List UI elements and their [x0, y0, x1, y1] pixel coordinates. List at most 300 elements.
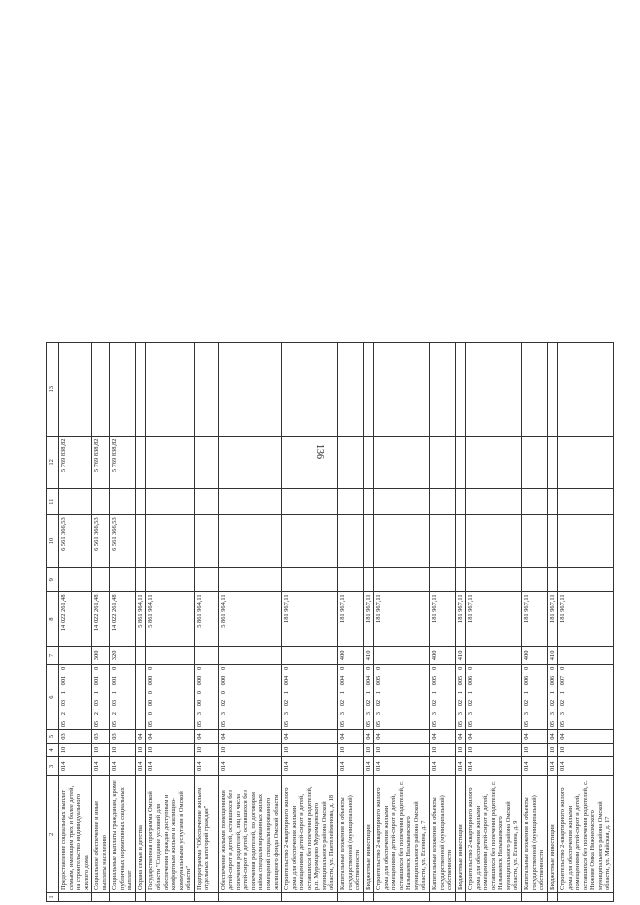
- code-part: 05: [375, 720, 383, 728]
- code-part: 0: [548, 666, 556, 671]
- cell-number: [218, 892, 281, 901]
- column-header: 12: [47, 436, 59, 489]
- cell-col11: [363, 489, 374, 515]
- cell-amount-2021: [135, 436, 146, 489]
- cell-number: [92, 892, 110, 901]
- target-article-code: [466, 664, 522, 729]
- code-part: 0: [111, 666, 119, 671]
- cell-amount-2020: [135, 515, 146, 568]
- code-part: 0: [195, 666, 203, 671]
- code-part: 05: [195, 720, 203, 728]
- cell-col11: [374, 489, 430, 515]
- cell-col9: [282, 568, 338, 592]
- table-row: [429, 343, 455, 902]
- cell-amount-2020: [146, 515, 194, 568]
- code-part: 02: [456, 699, 464, 707]
- code-part: 1: [93, 691, 101, 695]
- cell-amount-2019: 181 967,11: [429, 592, 455, 647]
- column-header: 6: [47, 664, 59, 729]
- cell-col9: [110, 568, 136, 592]
- cell-amount-2020: 6 561 366,53: [110, 515, 136, 568]
- code-part: 1: [559, 691, 567, 695]
- code-part: 05: [147, 720, 155, 728]
- cell-number: [455, 892, 466, 901]
- cell-section: 10: [558, 743, 614, 756]
- code-part: 05: [219, 720, 227, 728]
- cell-col13: [558, 343, 614, 437]
- code-part: 3: [559, 711, 567, 716]
- cell-col13: [218, 343, 281, 437]
- cell-amount-2019: 181 967,11: [363, 592, 374, 647]
- cell-name: Бюджетные инвестиции: [455, 776, 466, 892]
- cell-expense-type: 410: [363, 646, 374, 664]
- cell-ministry: 014: [363, 757, 374, 776]
- cell-amount-2021: [558, 436, 614, 489]
- cell-amount-2021: [521, 436, 547, 489]
- code-part: 0: [338, 666, 346, 671]
- cell-col9: [429, 568, 455, 592]
- header-row: [47, 343, 59, 902]
- cell-amount-2020: [282, 515, 338, 568]
- code-part: 005: [375, 675, 383, 686]
- cell-number: [547, 892, 558, 901]
- code-part: 0: [456, 666, 464, 671]
- cell-amount-2020: [337, 515, 363, 568]
- cell-col13: [337, 343, 363, 437]
- cell-ministry: 014: [429, 757, 455, 776]
- code-part: 2: [111, 711, 119, 716]
- cell-section: 10: [92, 743, 110, 756]
- cell-amount-2021: 5 769 838,82: [110, 436, 136, 489]
- code-part: 1: [522, 691, 530, 695]
- cell-amount-2019: 181 967,11: [374, 592, 430, 647]
- cell-col13: [466, 343, 522, 437]
- table-row: [547, 343, 558, 902]
- cell-ministry: 014: [547, 757, 558, 776]
- cell-amount-2019: 5 861 964,11: [135, 592, 146, 647]
- cell-amount-2021: [282, 436, 338, 489]
- budget-table: [46, 342, 614, 902]
- cell-ministry: 014: [374, 757, 430, 776]
- cell-col13: [363, 343, 374, 437]
- cell-subsection: 04: [429, 730, 455, 743]
- cell-name: Капитальные вложения в объекты государственной (муниципальной) собственности: [429, 776, 455, 892]
- cell-subsection: 04: [194, 730, 218, 743]
- code-part: 3: [364, 711, 372, 716]
- cell-number: [110, 892, 136, 901]
- cell-amount-2021: [337, 436, 363, 489]
- code-part: 02: [219, 699, 227, 707]
- cell-col9: [455, 568, 466, 592]
- target-article-code: [59, 664, 92, 729]
- cell-col13: [429, 343, 455, 437]
- target-article-code: [429, 664, 455, 729]
- cell-subsection: 03: [59, 730, 92, 743]
- cell-amount-2020: 6 561 366,53: [92, 515, 110, 568]
- cell-ministry: 014: [282, 757, 338, 776]
- cell-number: [59, 892, 92, 901]
- code-part: 001: [60, 675, 67, 686]
- cell-col13: [282, 343, 338, 437]
- code-part: 1: [364, 691, 372, 695]
- code-part: 1: [283, 691, 291, 695]
- cell-amount-2020: [218, 515, 281, 568]
- cell-amount-2019: 181 967,11: [466, 592, 522, 647]
- code-part: 0: [283, 666, 291, 671]
- code-part: 1: [60, 691, 67, 695]
- code-part: 05: [548, 720, 556, 728]
- cell-amount-2020: [429, 515, 455, 568]
- table-row: [455, 343, 466, 902]
- cell-name: Обеспечение жилыми помещениями детей-сирот и детей, оставшихся без попечения родителей, лиц из числа детей-сирот и детей, оставшихся без попечения родителей, по договорам найма специализированных жилых помещений специализированного жилищного фонда Омской области: [218, 776, 281, 892]
- cell-amount-2019: 5 861 964,11: [218, 592, 281, 647]
- cell-subsection: 04: [282, 730, 338, 743]
- code-part: 0: [195, 691, 203, 695]
- cell-expense-type: [558, 646, 614, 664]
- cell-amount-2020: [194, 515, 218, 568]
- cell-amount-2021: [194, 436, 218, 489]
- cell-col13: [135, 343, 146, 437]
- cell-name: Строительство 2-квартирного жилого дома для обеспечения жилыми помещениями детей-сирот и детей, оставшихся без попечения родителей, г. Называевск Называевского муниципального района Омской области, ул. Есенина, д. 7: [374, 776, 430, 892]
- target-article-code: [374, 664, 430, 729]
- cell-expense-type: [146, 646, 194, 664]
- table-row: [363, 343, 374, 902]
- target-article-code: [218, 664, 281, 729]
- column-header: 5: [47, 730, 59, 743]
- cell-ministry: 014: [135, 757, 146, 776]
- cell-section: 10: [282, 743, 338, 756]
- cell-col11: [547, 489, 558, 515]
- code-part: 004: [364, 675, 372, 686]
- cell-number: [374, 892, 430, 901]
- code-part: 0: [219, 691, 227, 695]
- target-article-code: [135, 664, 146, 729]
- cell-expense-type: [282, 646, 338, 664]
- cell-amount-2021: [455, 436, 466, 489]
- code-part: 1: [548, 691, 556, 695]
- cell-ministry: 014: [218, 757, 281, 776]
- cell-ministry: 014: [59, 757, 92, 776]
- target-article-code: [363, 664, 374, 729]
- code-part: 02: [283, 699, 291, 707]
- cell-name: Подпрограмма "Обеспечение жильем отдельных категорий граждан": [194, 776, 218, 892]
- cell-subsection: 04: [547, 730, 558, 743]
- code-part: 3: [548, 711, 556, 716]
- cell-subsection: 04: [521, 730, 547, 743]
- cell-ministry: 014: [92, 757, 110, 776]
- cell-amount-2019: 181 967,11: [547, 592, 558, 647]
- column-header: 7: [47, 646, 59, 664]
- cell-name: Строительство 2-квартирного жилого дома для обеспечения жилыми помещениями детей-сирот и детей, оставшихся без попечения родителей, с. Нижняя Омка Нижнеомского муниципального района Омской области, ул. Майская, д. 17: [558, 776, 614, 892]
- code-part: 0: [219, 666, 227, 671]
- cell-amount-2020: [363, 515, 374, 568]
- cell-name: Капитальные вложения в объекты государственной (муниципальной) собственности: [521, 776, 547, 892]
- cell-col9: [146, 568, 194, 592]
- column-header: 9: [47, 568, 59, 592]
- target-article-code: [521, 664, 547, 729]
- cell-number: [363, 892, 374, 901]
- column-header: 4: [47, 743, 59, 756]
- code-part: 000: [219, 675, 227, 686]
- code-part: 3: [219, 711, 227, 716]
- cell-name: Государственная программа Омской области "Создание условий для обеспечения граждан доступным и комфортным жильем и жилищно-коммунальными услугами в Омской области": [146, 776, 194, 892]
- cell-amount-2021: [146, 436, 194, 489]
- cell-expense-type: 400: [337, 646, 363, 664]
- table-row: [218, 343, 281, 902]
- code-part: 0: [147, 711, 155, 716]
- column-header: 8: [47, 592, 59, 647]
- cell-col9: [374, 568, 430, 592]
- code-part: 0: [60, 666, 67, 671]
- code-part: 02: [548, 699, 556, 707]
- code-part: 005: [430, 675, 438, 686]
- cell-amount-2020: [547, 515, 558, 568]
- code-part: 05: [559, 720, 567, 728]
- target-article-code: [92, 664, 110, 729]
- cell-subsection: 04: [558, 730, 614, 743]
- cell-amount-2020: 6 561 366,53: [59, 515, 92, 568]
- cell-col9: [92, 568, 110, 592]
- cell-name: Предоставление социальных выплат семьям, имеющим трех и более детей, на строительство индивидуального жилого дома: [59, 776, 92, 892]
- cell-col9: [558, 568, 614, 592]
- table-row: [558, 343, 614, 902]
- cell-amount-2021: [374, 436, 430, 489]
- code-part: 05: [467, 720, 475, 728]
- cell-col9: [547, 568, 558, 592]
- cell-section: 10: [218, 743, 281, 756]
- cell-col9: [135, 568, 146, 592]
- cell-amount-2019: 181 967,11: [282, 592, 338, 647]
- cell-subsection: 04: [337, 730, 363, 743]
- cell-section: 10: [455, 743, 466, 756]
- table-row: [521, 343, 547, 902]
- cell-section: 10: [59, 743, 92, 756]
- cell-section: 10: [547, 743, 558, 756]
- code-part: 007: [559, 675, 567, 686]
- target-article-code: [194, 664, 218, 729]
- cell-col13: [59, 343, 92, 437]
- cell-ministry: 014: [194, 757, 218, 776]
- table-row: [337, 343, 363, 902]
- cell-amount-2019: 181 967,11: [521, 592, 547, 647]
- cell-col9: [337, 568, 363, 592]
- cell-col11: [92, 489, 110, 515]
- cell-number: [337, 892, 363, 901]
- cell-expense-type: 320: [110, 646, 136, 664]
- cell-expense-type: [374, 646, 430, 664]
- cell-amount-2019: 14 022 261,48: [110, 592, 136, 647]
- page-number: 136: [314, 444, 325, 459]
- cell-col11: [110, 489, 136, 515]
- cell-section: 10: [466, 743, 522, 756]
- cell-subsection: 04: [146, 730, 194, 743]
- cell-col9: [466, 568, 522, 592]
- code-part: 0: [147, 691, 155, 695]
- code-part: 05: [338, 720, 346, 728]
- code-part: 0: [430, 666, 438, 671]
- column-header: 1: [47, 892, 59, 901]
- code-part: 03: [60, 699, 67, 707]
- cell-col13: [374, 343, 430, 437]
- cell-expense-type: 400: [429, 646, 455, 664]
- code-part: 1: [111, 691, 119, 695]
- column-header: 10: [47, 515, 59, 568]
- cell-expense-type: [466, 646, 522, 664]
- cell-amount-2019: 181 967,11: [558, 592, 614, 647]
- cell-col11: [521, 489, 547, 515]
- cell-subsection: 03: [110, 730, 136, 743]
- code-part: 004: [283, 675, 291, 686]
- cell-name: Строительство 2-квартирного жилого дома для обеспечения жилыми помещениями детей-сирот и детей, оставшихся без попечения родителей, г. Называевск Называевского муниципального района Омской области, ул. Есенина, д. 9: [466, 776, 522, 892]
- code-part: 05: [430, 720, 438, 728]
- cell-subsection: 04: [135, 730, 146, 743]
- table-row: [146, 343, 194, 902]
- target-article-code: [558, 664, 614, 729]
- code-part: 0: [364, 666, 372, 671]
- cell-col9: [521, 568, 547, 592]
- cell-number: [521, 892, 547, 901]
- cell-amount-2021: [466, 436, 522, 489]
- cell-col11: [135, 489, 146, 515]
- cell-expense-type: [218, 646, 281, 664]
- cell-name: Социальные выплаты гражданам, кроме публичных нормативных социальных выплат: [110, 776, 136, 892]
- code-part: 3: [467, 711, 475, 716]
- code-part: 05: [111, 720, 119, 728]
- cell-section: 10: [521, 743, 547, 756]
- table-row: [282, 343, 338, 902]
- code-part: 000: [195, 675, 203, 686]
- cell-ministry: 014: [466, 757, 522, 776]
- code-part: 3: [522, 711, 530, 716]
- cell-col9: [59, 568, 92, 592]
- code-part: 3: [283, 711, 291, 716]
- cell-col11: [455, 489, 466, 515]
- cell-col13: [455, 343, 466, 437]
- cell-subsection: 03: [92, 730, 110, 743]
- cell-ministry: 014: [337, 757, 363, 776]
- cell-number: [146, 892, 194, 901]
- table-row: [194, 343, 218, 902]
- cell-subsection: 04: [455, 730, 466, 743]
- code-part: 006: [548, 675, 556, 686]
- cell-amount-2021: [547, 436, 558, 489]
- column-header: 11: [47, 489, 59, 515]
- cell-amount-2020: [466, 515, 522, 568]
- cell-col11: [466, 489, 522, 515]
- cell-col13: [92, 343, 110, 437]
- cell-col9: [218, 568, 281, 592]
- cell-col13: [521, 343, 547, 437]
- cell-col13: [146, 343, 194, 437]
- code-part: 3: [430, 711, 438, 716]
- cell-name: Капитальные вложения в объекты государственной (муниципальной) собственности: [337, 776, 363, 892]
- cell-expense-type: 410: [547, 646, 558, 664]
- code-part: 05: [60, 720, 67, 728]
- cell-amount-2020: [455, 515, 466, 568]
- code-part: 05: [522, 720, 530, 728]
- cell-amount-2019: 5 861 964,11: [194, 592, 218, 647]
- code-part: 1: [467, 691, 475, 695]
- cell-expense-type: 400: [521, 646, 547, 664]
- cell-subsection: 04: [466, 730, 522, 743]
- code-part: 05: [283, 720, 291, 728]
- cell-amount-2021: 5 769 838,82: [59, 436, 92, 489]
- cell-amount-2021: [363, 436, 374, 489]
- code-part: 0: [147, 666, 155, 671]
- cell-name: Социальное обеспечение и иные выплаты населению: [92, 776, 110, 892]
- cell-ministry: 014: [146, 757, 194, 776]
- code-part: 00: [195, 699, 203, 707]
- code-part: 02: [338, 699, 346, 707]
- cell-subsection: 04: [218, 730, 281, 743]
- code-part: 05: [364, 720, 372, 728]
- code-part: 006: [522, 675, 530, 686]
- cell-expense-type: [135, 646, 146, 664]
- code-part: 1: [375, 691, 383, 695]
- code-part: 2: [93, 711, 101, 716]
- cell-number: [558, 892, 614, 901]
- column-header: 2: [47, 776, 59, 892]
- code-part: 02: [375, 699, 383, 707]
- cell-number: [194, 892, 218, 901]
- cell-name: Бюджетные инвестиции: [363, 776, 374, 892]
- code-part: 03: [93, 699, 101, 707]
- cell-expense-type: 410: [455, 646, 466, 664]
- cell-name: Охрана семьи и детства: [135, 776, 146, 892]
- code-part: 005: [456, 675, 464, 686]
- cell-col11: [194, 489, 218, 515]
- table-row: [110, 343, 136, 902]
- cell-number: [466, 892, 522, 901]
- code-part: 1: [456, 691, 464, 695]
- cell-amount-2020: [521, 515, 547, 568]
- cell-expense-type: [59, 646, 92, 664]
- cell-section: 10: [429, 743, 455, 756]
- cell-section: 10: [146, 743, 194, 756]
- cell-ministry: 014: [558, 757, 614, 776]
- cell-amount-2021: [218, 436, 281, 489]
- code-part: 1: [338, 691, 346, 695]
- cell-ministry: 014: [110, 757, 136, 776]
- cell-col11: [429, 489, 455, 515]
- target-article-code: [455, 664, 466, 729]
- cell-amount-2020: [558, 515, 614, 568]
- code-part: 03: [111, 699, 119, 707]
- cell-ministry: 014: [521, 757, 547, 776]
- cell-section: 10: [374, 743, 430, 756]
- cell-section: 10: [363, 743, 374, 756]
- cell-name: Строительство 2-квартирного жилого дома для обеспечения жилыми помещениями детей-сирот и детей, оставшихся без попечения родителей, р.п. Муромцево Муромцевского муниципального района Омской области, ул. Пантелейменова, д. 18: [282, 776, 338, 892]
- rotated-table-frame: [46, 42, 612, 902]
- cell-col11: [337, 489, 363, 515]
- cell-number: [429, 892, 455, 901]
- code-part: 1: [430, 691, 438, 695]
- code-part: 02: [559, 699, 567, 707]
- cell-section: 10: [135, 743, 146, 756]
- code-part: 02: [430, 699, 438, 707]
- cell-ministry: 014: [455, 757, 466, 776]
- cell-amount-2019: 181 967,11: [455, 592, 466, 647]
- cell-amount-2019: 181 967,11: [337, 592, 363, 647]
- cell-number: [282, 892, 338, 901]
- code-part: 2: [60, 711, 67, 716]
- cell-amount-2021: 5 769 838,82: [92, 436, 110, 489]
- code-part: 02: [364, 699, 372, 707]
- code-part: 3: [456, 711, 464, 716]
- cell-expense-type: 300: [92, 646, 110, 664]
- cell-amount-2021: [429, 436, 455, 489]
- code-part: 05: [93, 720, 101, 728]
